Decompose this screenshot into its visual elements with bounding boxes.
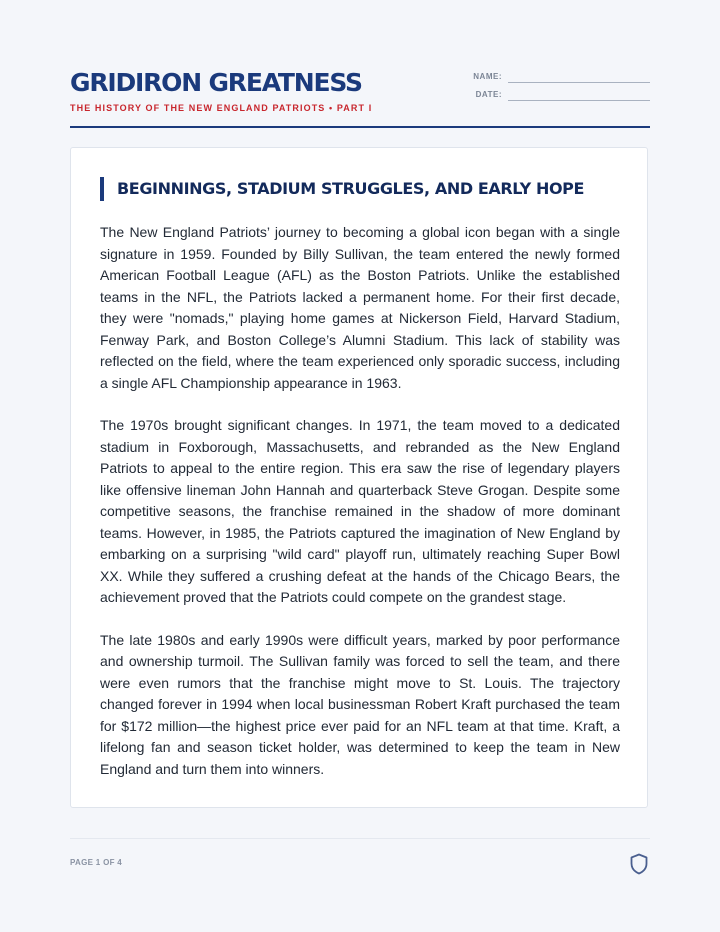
date-field[interactable]	[474, 89, 650, 103]
date-label: DATE:	[475, 90, 502, 99]
page-number: PAGE 1 OF 4	[70, 858, 123, 867]
section-accent-bar	[100, 177, 104, 201]
shield-icon	[629, 853, 649, 875]
section-body	[100, 222, 620, 801]
worksheet-title: GRIDIRON GREATNESS	[70, 68, 362, 97]
name-label: NAME:	[473, 72, 502, 81]
page-footer	[70, 838, 650, 879]
paragraph-3: The late 1980s and early 1990s were difficult years, marked by poor performance and ownership turmoil. The Sullivan family was forced to sell the team, and there were even rumors that the franchise might move to St. Louis. The trajectory changed forever in 1994 when local businessman Robert Kraft purchased the team for $172 million—the highest price ever paid for an NFL team at that time. Kraft, a lifelong fan and season ticket holder, was determined to keep the team in New England and turn them into winners.	[100, 631, 620, 777]
date-input-line[interactable]	[508, 100, 650, 101]
content-card	[70, 147, 648, 808]
paragraph-2: The 1970s brought significant changes. In 1971, the team moved to a dedicated stadium in Foxborough, Massachusetts, and rebranded as the New England Patriots to appeal to the entire region. This era saw the rise of legendary players like offensive lineman John Hannah and quarterback Steve Grogan. Despite some competitive seasons, the franchise remained in the shadow of more dominant teams. However, in 1985, the Patriots captured the imagination of New England by embarking on a surprising "wild card" playoff run, ultimately reaching Super Bowl XX. While they suffered a crushing defeat at the hands of the Chicago Bears, the achievement proved that the Patriots could compete on the grandest stage.	[100, 417, 620, 605]
section-heading: BEGINNINGS, STADIUM STRUGGLES, AND EARLY HOPE	[117, 179, 585, 198]
paragraph-1: The New England Patriots’ journey to becoming a global icon began with a single signature in 1959. Founded by Billy Sullivan, the team entered the newly formed American Football League (AFL) as the Boston Patriots. Unlike the established teams in the NFL, the Patriots lacked a permanent home. For their first decade, they were "nomads," playing home games at Nickerson Field, Harvard Stadium, Fenway Park, and Boston College’s Alumni Stadium. This lack of stability was reflected on the field, where the team experienced only sporadic success, including a single AFL Championship appearance in 1963.	[100, 224, 620, 391]
name-field[interactable]	[474, 71, 650, 85]
worksheet-subtitle: THE HISTORY OF THE NEW ENGLAND PATRIOTS • PART I	[70, 103, 373, 113]
name-input-line[interactable]	[508, 82, 650, 83]
worksheet-header	[70, 68, 650, 128]
